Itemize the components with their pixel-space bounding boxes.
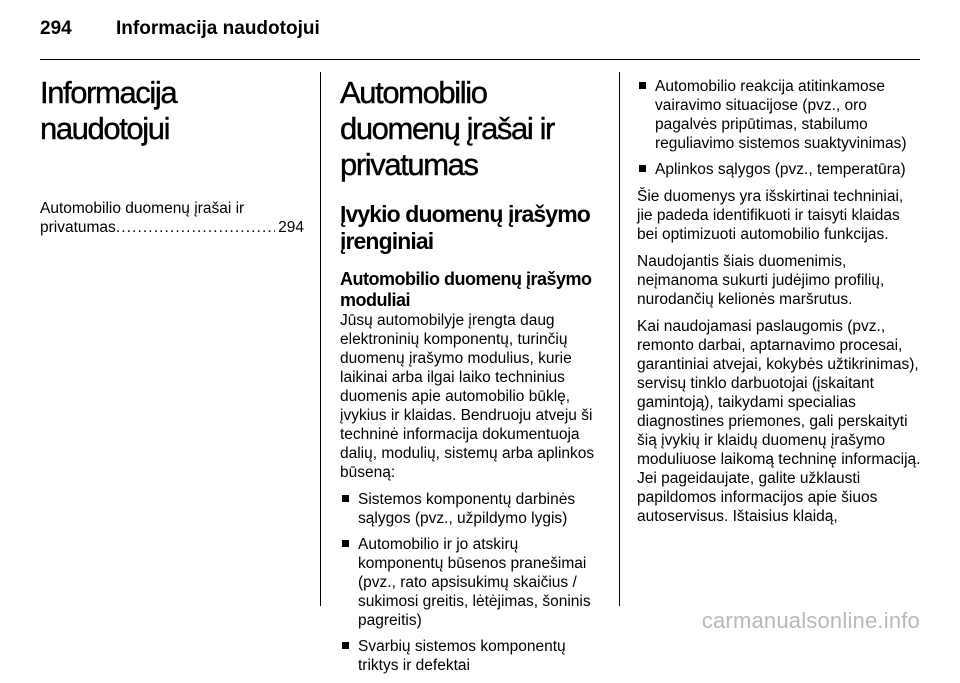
square-bullet-icon (342, 495, 349, 502)
toc-leader-dots (116, 218, 275, 237)
list-item: Automobilio ir jo atskirų komponentų būsenos pranešimai (pvz., rato apsisukimų skaičius / sukimosi greitis, lėtėjimas, šoninis pagreitis) (340, 535, 606, 630)
section-heading: Automobilio duomenų įrašai ir privatumas (340, 75, 554, 182)
column-right (637, 77, 922, 534)
header-title: Informacija naudotojui (116, 18, 320, 39)
bullet-list (637, 77, 922, 179)
list-item: Automobilio reakcija atitinkamose vairavimo situacijose (pvz., oro pagalvės pripūtimas, stabilumo reguliavimo sistemos suaktyvinimas) (637, 77, 922, 153)
body-paragraph: Šie duomenys yra išskirtinai techniniai, jie padeda identifikuoti ir taisyti klaidas bei optimizuoti automobilio funkcijas. (637, 188, 904, 243)
square-bullet-icon (639, 82, 646, 89)
body-paragraph: Naudojantis šiais duomenimis, neįmanoma sukurti judėjimo profilių, nurodančių kelionės maršrutus. (637, 253, 885, 308)
page-number: 294 (40, 18, 72, 39)
page-header (40, 14, 920, 44)
column-left (40, 64, 304, 237)
toc-page-number: 294 (278, 219, 304, 236)
column-middle (340, 64, 606, 683)
square-bullet-icon (342, 540, 349, 547)
column-divider-1 (320, 72, 321, 606)
list-item: Svarbių sistemos komponentų triktys ir defektai (340, 637, 606, 675)
toc-entry-text[interactable]: Automobilio duomenų įrašai ir (40, 200, 245, 217)
list-item: Aplinkos sąlygos (pvz., temperatūra) (637, 160, 922, 179)
column-divider-2 (619, 72, 620, 606)
subsection-heading: Įvykio duomenų įrašymo įrenginiai (340, 201, 590, 254)
toc-entry-line[interactable] (40, 218, 304, 237)
square-bullet-icon (342, 642, 349, 649)
subsubsection-heading: Automobilio duomenų įrašymo moduliai (340, 269, 592, 310)
square-bullet-icon (639, 165, 646, 172)
list-item: Sistemos komponentų darbinės sąlygos (pvz., užpildymo lygis) (340, 490, 606, 528)
toc-entry-text-cont: privatumas (40, 219, 116, 236)
header-rule (40, 59, 920, 60)
bullet-list (340, 490, 606, 675)
body-paragraph: Jūsų automobilyje įrengta daug elektroninių komponentų, turinčių duomenų įrašymo modulius, kurie laikinai arba ilgai laiko techninius duomenis apie automobilio būklę, įvykius ir klaidas. Bendruoju atveju ši techninė informacija dokumentuoja dalių, modulių, sistemų arba aplinkos būseną: (340, 312, 595, 481)
table-of-contents (40, 199, 304, 237)
chapter-heading: Informacija naudotojui (40, 75, 177, 146)
body-paragraph: Kai naudojamasi paslaugomis (pvz., remonto darbai, aptarnavimo procesai, garantiniai atvejai, kokybės užtikrinimas), servisų tinklo darbuotojai (įskaitant gamintoją), taikydami specialias diagnostines priemones, gali perskaityti šią įvykių ir klaidų duomenų įrašymo moduliuose laikomą techninę informaciją. Jei pageidaujate, galite užklausti papildomos informacijos apie šiuos autoservisus. Ištaisius klaidą, (637, 318, 921, 525)
watermark: carmanualsonline.info (701, 608, 920, 633)
